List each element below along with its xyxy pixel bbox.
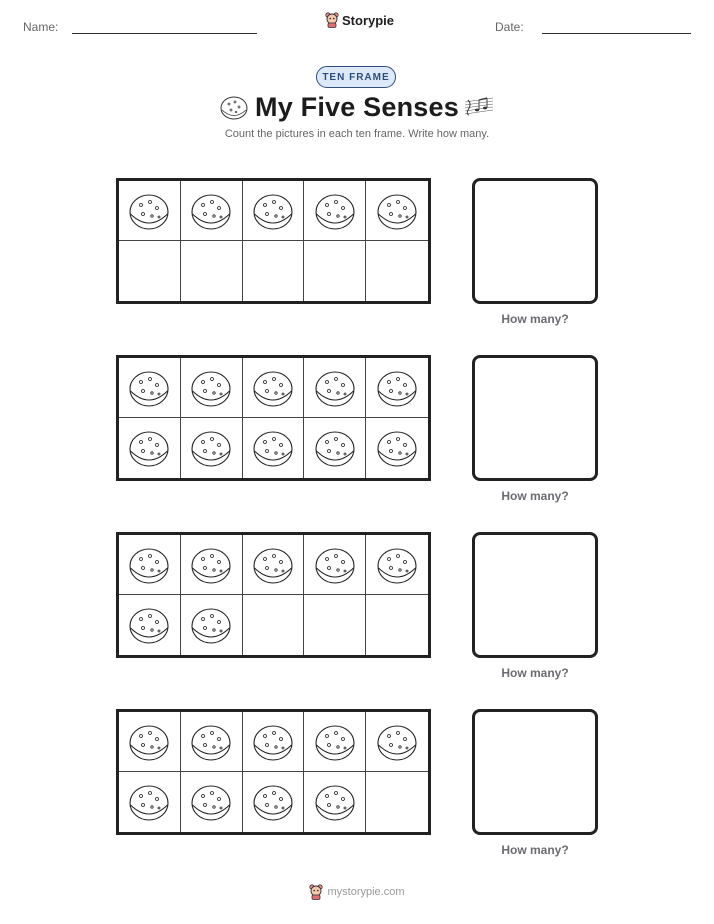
ten-frame-cell <box>366 772 428 832</box>
ten-frame-cell <box>304 418 366 478</box>
ten-frame-cell <box>304 595 366 655</box>
footer <box>0 884 714 900</box>
answer-box[interactable] <box>472 355 598 481</box>
name-label: Name: <box>23 20 59 34</box>
ten-frame-cell <box>304 712 366 772</box>
ten-frame-cell <box>119 418 181 478</box>
answer-box[interactable] <box>472 178 598 304</box>
ten-frame-cell <box>366 535 428 595</box>
cookie-icon <box>128 722 170 762</box>
ten-frame-row <box>0 532 714 692</box>
ten-frame-cell <box>366 712 428 772</box>
cookie-icon <box>128 368 170 408</box>
ten-frame-cell <box>119 241 181 301</box>
ten-frame-cell <box>304 358 366 418</box>
ten-frame-cell <box>243 181 305 241</box>
ten-frame <box>116 178 431 304</box>
cookie-icon <box>128 428 170 468</box>
ten-frame-cell <box>304 241 366 301</box>
cookie-icon <box>376 722 418 762</box>
cookie-icon <box>376 545 418 585</box>
ten-frame-row <box>0 709 714 869</box>
cookie-icon <box>252 782 294 822</box>
bear-mascot-icon <box>325 12 339 28</box>
ten-frame-cell <box>243 535 305 595</box>
ten-frame-cell <box>243 772 305 832</box>
cookie-icon <box>252 191 294 231</box>
ten-frame-cell <box>243 595 305 655</box>
ten-frame-cell <box>243 712 305 772</box>
ten-frame-cell <box>181 535 243 595</box>
page-title: My Five Senses <box>255 92 459 122</box>
brand-logo <box>325 12 394 28</box>
brand-name: Storypie <box>342 12 395 28</box>
how-many-label: How many? <box>501 312 569 326</box>
ten-frame-cell <box>243 418 305 478</box>
cookie-icon <box>376 191 418 231</box>
name-line[interactable] <box>72 33 257 34</box>
ten-frame <box>116 355 431 481</box>
ten-frame-cell <box>304 772 366 832</box>
cookie-icon <box>128 605 170 645</box>
ten-frame-cell <box>119 712 181 772</box>
cookie-icon <box>252 428 294 468</box>
ten-frame-cell <box>366 181 428 241</box>
ten-frame-cell <box>181 712 243 772</box>
bear-mascot-icon <box>309 884 323 900</box>
instructions: Count the pictures in each ten frame. Write how many. <box>224 128 490 140</box>
cookie-icon <box>252 368 294 408</box>
ten-frame-cell <box>243 358 305 418</box>
ten-frame <box>116 709 431 835</box>
music-notes-icon <box>463 94 495 118</box>
answer-box[interactable] <box>472 532 598 658</box>
ten-frame-cell <box>243 241 305 301</box>
cookie-icon <box>190 782 232 822</box>
cookie-icon <box>314 368 356 408</box>
ten-frame-cell <box>366 595 428 655</box>
worksheet-type-badge: TEN FRAME <box>316 66 396 88</box>
how-many-label: How many? <box>501 489 569 503</box>
ten-frame-cell <box>304 535 366 595</box>
cookie-icon <box>128 782 170 822</box>
how-many-label: How many? <box>501 843 569 857</box>
cookie-icon <box>314 782 356 822</box>
ten-frame-cell <box>366 358 428 418</box>
ten-frame-cell <box>119 535 181 595</box>
cookie-icon <box>190 722 232 762</box>
how-many-label: How many? <box>501 666 569 680</box>
ten-frame-cell <box>366 418 428 478</box>
cookie-icon <box>190 428 232 468</box>
ten-frame-cell <box>181 772 243 832</box>
ten-frame <box>116 532 431 658</box>
cookie-icon <box>314 428 356 468</box>
ten-frame-cell <box>181 595 243 655</box>
ten-frame-cell <box>366 241 428 301</box>
cookie-icon <box>314 545 356 585</box>
ten-frame-cell <box>119 595 181 655</box>
cookie-icon <box>190 545 232 585</box>
ten-frame-cell <box>119 181 181 241</box>
cookie-icon <box>190 191 232 231</box>
ten-frame-cell <box>119 772 181 832</box>
ten-frame-cell <box>181 181 243 241</box>
ten-frame-cell <box>181 358 243 418</box>
cookie-icon <box>376 428 418 468</box>
cookie-icon <box>190 605 232 645</box>
cookie-icon <box>252 545 294 585</box>
ten-frame-row <box>0 355 714 515</box>
ten-frame-cell <box>119 358 181 418</box>
ten-frame-row <box>0 178 714 338</box>
ten-frame-cell <box>181 241 243 301</box>
ten-frame-cell <box>304 181 366 241</box>
cookie-icon <box>252 722 294 762</box>
cookie-icon <box>376 368 418 408</box>
ten-frame-cell <box>181 418 243 478</box>
cookie-icon <box>314 191 356 231</box>
footer-url: mystorypie.com <box>327 886 405 898</box>
date-label: Date: <box>495 20 524 34</box>
cookie-icon <box>128 191 170 231</box>
cookie-icon <box>190 368 232 408</box>
cookie-icon <box>128 545 170 585</box>
cookie-icon <box>314 722 356 762</box>
date-line[interactable] <box>542 33 691 34</box>
answer-box[interactable] <box>472 709 598 835</box>
